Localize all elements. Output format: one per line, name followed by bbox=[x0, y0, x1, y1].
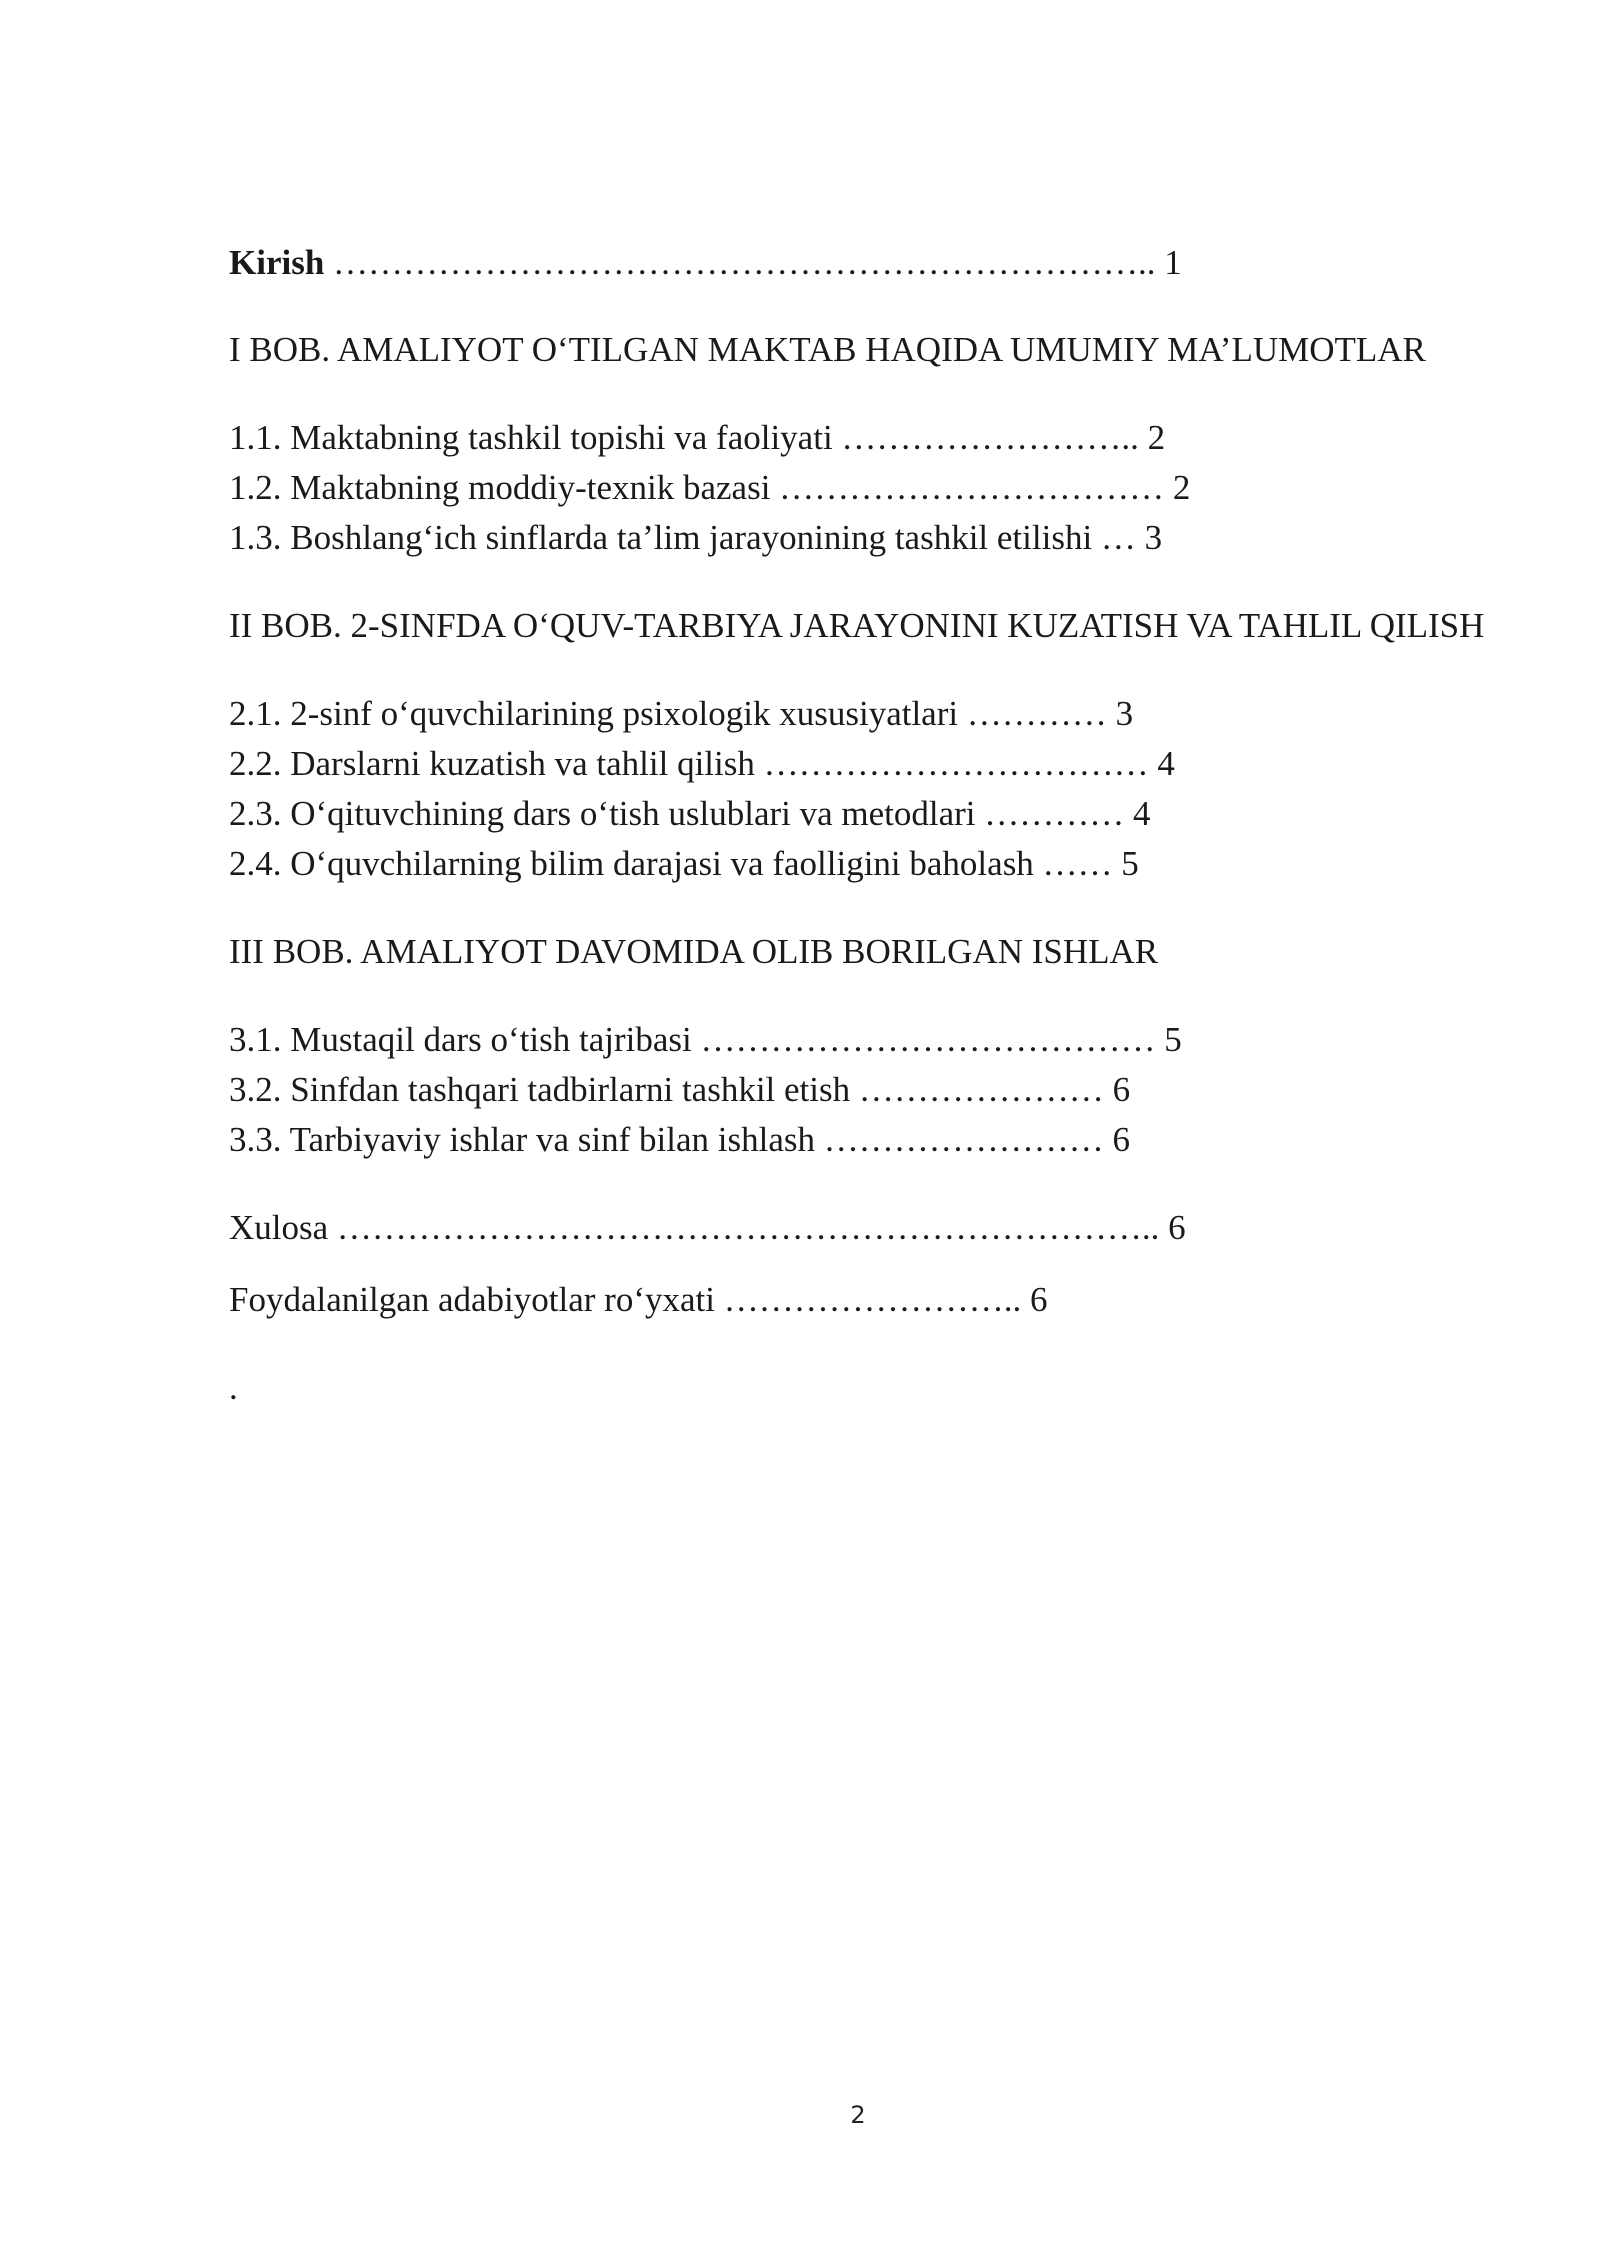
toc-section-3-1: 3.1. Mustaqil dars o‘tish tajribasi ………………………………… 5 bbox=[229, 1020, 1182, 1059]
toc-entry-conclusion: Xulosa …………………………………………………………….. 6 bbox=[229, 1208, 1186, 1247]
toc-section-3-2: 3.2. Sinfdan tashqari tadbirlarni tashkil etish ………………… 6 bbox=[229, 1070, 1131, 1109]
toc-section-2-1: 2.1. 2-sinf o‘quvchilarining psixologik xususiyatlari ………… 3 bbox=[229, 694, 1134, 733]
toc-entry-intro bbox=[229, 238, 1529, 288]
toc-section-2-3: 2.3. O‘qituvchining dars o‘tish uslublari va metodlari ………… 4 bbox=[229, 794, 1151, 833]
toc-section-1-1: 1.1. Maktabning tashkil topishi va faoliyati …………………….. 2 bbox=[229, 418, 1166, 457]
toc-intro-label: Kirish bbox=[229, 243, 325, 282]
page-number: 2 bbox=[850, 2101, 866, 2129]
toc-intro-leader: …………………………………………………………….. bbox=[324, 243, 1165, 282]
toc-chapter-2-title: II BOB. 2-SINFDA O‘QUV-TARBIYA JARAYONINI KUZATISH VA TAHLIL QILISH bbox=[229, 606, 1485, 645]
toc-entry-references: Foydalanilgan adabiyotlar ro‘yxati …………………….. 6 bbox=[229, 1280, 1048, 1319]
toc-chapter-1-title: I BOB. AMALIYOT O‘TILGAN MAKTAB HAQIDA UMUMIY MA’LUMOTLAR bbox=[229, 330, 1426, 369]
toc-chapter-3-title: III BOB. AMALIYOT DAVOMIDA OLIB BORILGAN ISHLAR bbox=[229, 932, 1159, 971]
toc-section-1-3: 1.3. Boshlang‘ich sinflarda ta’lim jarayonining tashkil etilishi … 3 bbox=[229, 518, 1163, 557]
toc-intro-page: 1 bbox=[1164, 243, 1182, 282]
toc-section-3-3: 3.3. Tarbiyaviy ishlar va sinf bilan ishlash …………………… 6 bbox=[229, 1120, 1130, 1159]
toc-section-2-4: 2.4. O‘quvchilarning bilim darajasi va faolligini baholash …… 5 bbox=[229, 844, 1139, 883]
table-of-contents bbox=[229, 238, 1529, 1413]
trailing-period: . bbox=[229, 1368, 238, 1407]
toc-section-1-2: 1.2. Maktabning moddiy-texnik bazasi …………………………… 2 bbox=[229, 468, 1191, 507]
toc-section-2-2: 2.2. Darslarni kuzatish va tahlil qilish …………………………… 4 bbox=[229, 744, 1175, 783]
